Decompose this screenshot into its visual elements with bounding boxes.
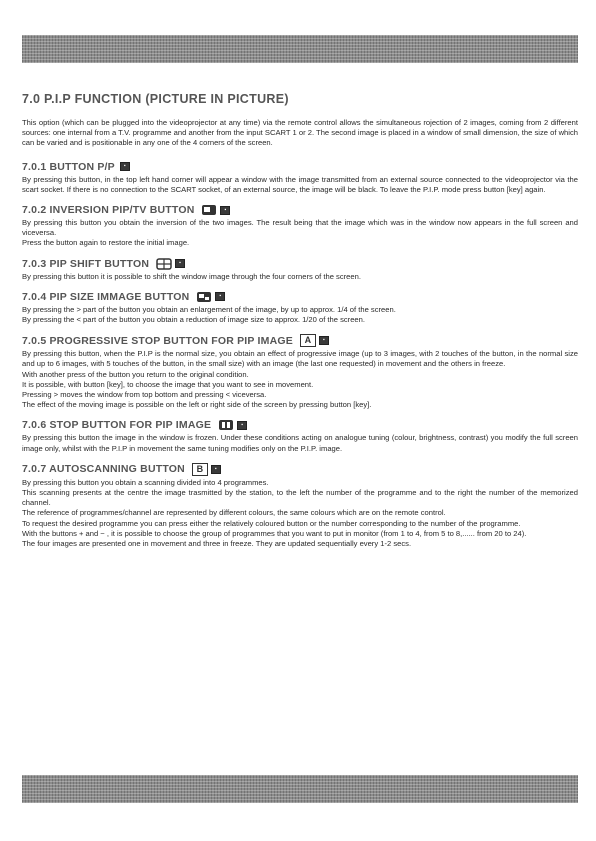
section-paragraph: With another press of the button you return to the original condition. [22,369,249,379]
section-paragraph: To request the desired programme you can press either the relatively coloured button or the number corresponding to the number of the programme. [22,518,521,528]
section-paragraph: The effect of the moving image is possible on the left or right side of the screen by pressing button [key]. [22,400,372,410]
key-icon: ▪ [215,292,225,301]
section-paragraph: By pressing this button the image in the window is frozen. Under these conditions acting on analogue tuning (colour, brightness, contrast) you modify the full screen image only, whilst with the P.I.P in movement the same tuning modifies only on the P.I.P. image. [22,433,578,453]
size-icon [196,291,212,303]
section-stop-button [22,419,578,453]
intro-paragraph: This option (which can be plugged into the videoprojector at any time) via the remote control allows the simultaneous rojection of 2 images, coming from 2 different sources: one internal from a T.V. programme and another from the input SCART 1 or 2. The second image is placed in a window of small dimension, the size of which can be varied and is positionable in any one of the 4 corners of the screen. [22,118,578,148]
section-heading: 7.0.7 AUTOSCANNING BUTTON B ▪ [22,463,578,476]
section-autoscanning [22,463,578,549]
section-paragraph: By pressing this button, in the top left hand corner will appear a window with the image transmitted from an external source connected to the videoprojector via the scart socket. If there is no connection to the SCART socket, of an external source, the image will be black. To leave the P.I.P. mode press button [key] again. [22,174,578,194]
key-icon: ▪ [237,421,247,430]
section-heading: 7.0.1 BUTTON P/P ▪ [22,161,578,173]
section-paragraph: The reference of programmes/channel are represented by different colours, the same colours which are on the remote control. [22,508,446,518]
section-paragraph: By pressing the < part of the button you obtain a reduction of image size to approx. 1/20 of the screen. [22,315,365,325]
section-heading: 7.0.4 PIP SIZE IMMAGE BUTTON ▪ [22,291,578,303]
section-size-button [22,291,578,325]
section-paragraph: By pressing this button, when the P.I.P is the normal size, you obtain an effect of progressive image (up to 3 images, with 2 touches of the button, in the normal size and up to 6 images, with 5 touches of the button, in the small size) with an image (the last one requested) in movement and the others in freeze. [22,349,578,369]
section-paragraph: This scanning presents at the centre the image trasmitted by the station, to the left the number of the programme and to the right the number of the memorized channel. [22,488,578,508]
page-title: 7.0 P.I.P FUNCTION (PICTURE IN PICTURE) [22,92,289,106]
section-paragraph: Pressing > moves the window from top bottom and pressing < viceversa. [22,390,267,400]
shift-icon [156,258,172,270]
section-shift-button [22,258,578,282]
boxed-b-icon: B [192,463,208,476]
key-icon: ▪ [211,465,221,474]
boxed-a-icon: A [300,334,316,347]
key-icon: ▪ [319,336,329,345]
key-icon: ▪ [175,259,185,268]
footer-band [22,775,578,803]
freeze-icon [218,419,234,431]
document-body [22,92,578,558]
section-paragraph: With the buttons + and − , it is possible to choose the group of programmes that you want to put in monitor (from 1 to 4, from 5 to 8,...... from 20 to 24). [22,528,527,538]
section-inversion-button [22,204,578,249]
section-heading: 7.0.5 PROGRESSIVE STOP BUTTON FOR PIP IMAGE A ▪ [22,334,578,347]
pip-key-icon: ▪ [120,162,130,171]
section-paragraph: It is possible, with button [key], to choose the image that you want to see in movement. [22,379,314,389]
header-band [22,35,578,63]
section-paragraph: By pressing this button it is possible to shift the window image through the four corners of the screen. [22,271,361,281]
section-paragraph: Press the button again to restore the initial image. [22,238,190,248]
key-icon: ▪ [220,206,230,215]
section-progressive-stop [22,334,578,410]
section-paragraph: By pressing this button you obtain a scanning divided into 4 programmes. [22,477,269,487]
section-heading: 7.0.3 PIP SHIFT BUTTON ▪ [22,258,578,270]
section-paragraph: By pressing the > part of the button you obtain an enlargement of the image, by up to approx. 1/4 of the screen. [22,304,396,314]
section-heading: 7.0.2 INVERSION PIP/TV BUTTON ▪ [22,204,578,216]
section-paragraph: By pressing this button you obtain the inversion of the two images. The result being that the image which was in the window now appears in the full screen and viceversa. [22,218,578,238]
section-heading: 7.0.6 STOP BUTTON FOR PIP IMAGE ▪ [22,419,578,431]
section-paragraph: The four images are presented one in movement and three in freeze. They are updated sequentially every 1-2 secs. [22,539,412,549]
section-button-pp [22,161,578,195]
swap-icon [201,204,217,216]
